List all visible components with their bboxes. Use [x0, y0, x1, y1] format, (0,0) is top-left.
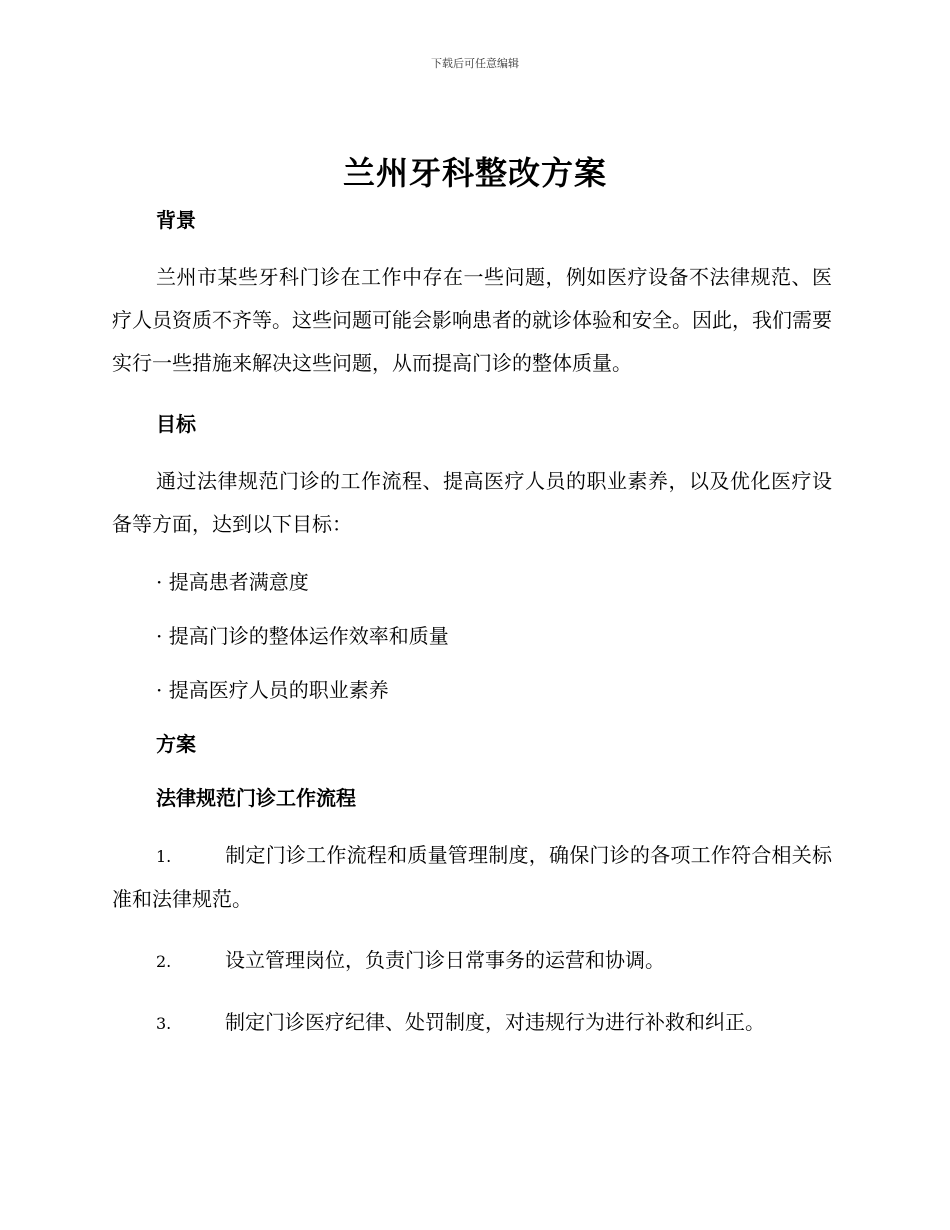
list-item-text: 制定门诊医疗纪律、处罚制度，对违规行为进行补救和纠正。: [225, 1010, 765, 1034]
section-heading-background: 背景: [156, 208, 196, 232]
document-body: [112, 202, 832, 1045]
goal-bullet: · 提高医疗人员的职业素养: [156, 678, 389, 702]
plan-list-item: [112, 1001, 832, 1045]
goal-paragraph: 通过法律规范门诊的工作流程、提高医疗人员的职业素养，以及优化医疗设备等方面，达到以下目标：: [112, 469, 832, 536]
list-item-text: 设立管理岗位，负责门诊日常事务的运营和协调。: [225, 948, 665, 972]
plan-list-item: [112, 834, 832, 921]
section-heading-plan: 方案: [156, 732, 196, 756]
section-heading-goal: 目标: [156, 412, 196, 436]
background-paragraph: 兰州市某些牙科门诊在工作中存在一些问题，例如医疗设备不法律规范、医疗人员资质不齐等。这些问题可能会影响患者的就诊体验和安全。因此，我们需要实行一些措施来解决这些问题，从而提高门诊的整体质量。: [112, 265, 832, 375]
plan-list-item: [112, 939, 832, 983]
subsection-heading: 法律规范门诊工作流程: [156, 786, 356, 810]
header-note: 下载后可任意编辑: [431, 57, 519, 70]
goal-bullet: · 提高患者满意度: [156, 570, 309, 594]
list-number: 1.: [156, 847, 172, 866]
goal-bullet: · 提高门诊的整体运作效率和质量: [156, 624, 449, 648]
list-number: 2.: [156, 952, 172, 971]
document-title: 兰州牙科整改方案: [342, 154, 607, 192]
list-item-text: 制定门诊工作流程和质量管理制度，确保门诊的各项工作符合相关标准和法律规范。: [112, 843, 832, 911]
list-number: 3.: [156, 1014, 172, 1033]
